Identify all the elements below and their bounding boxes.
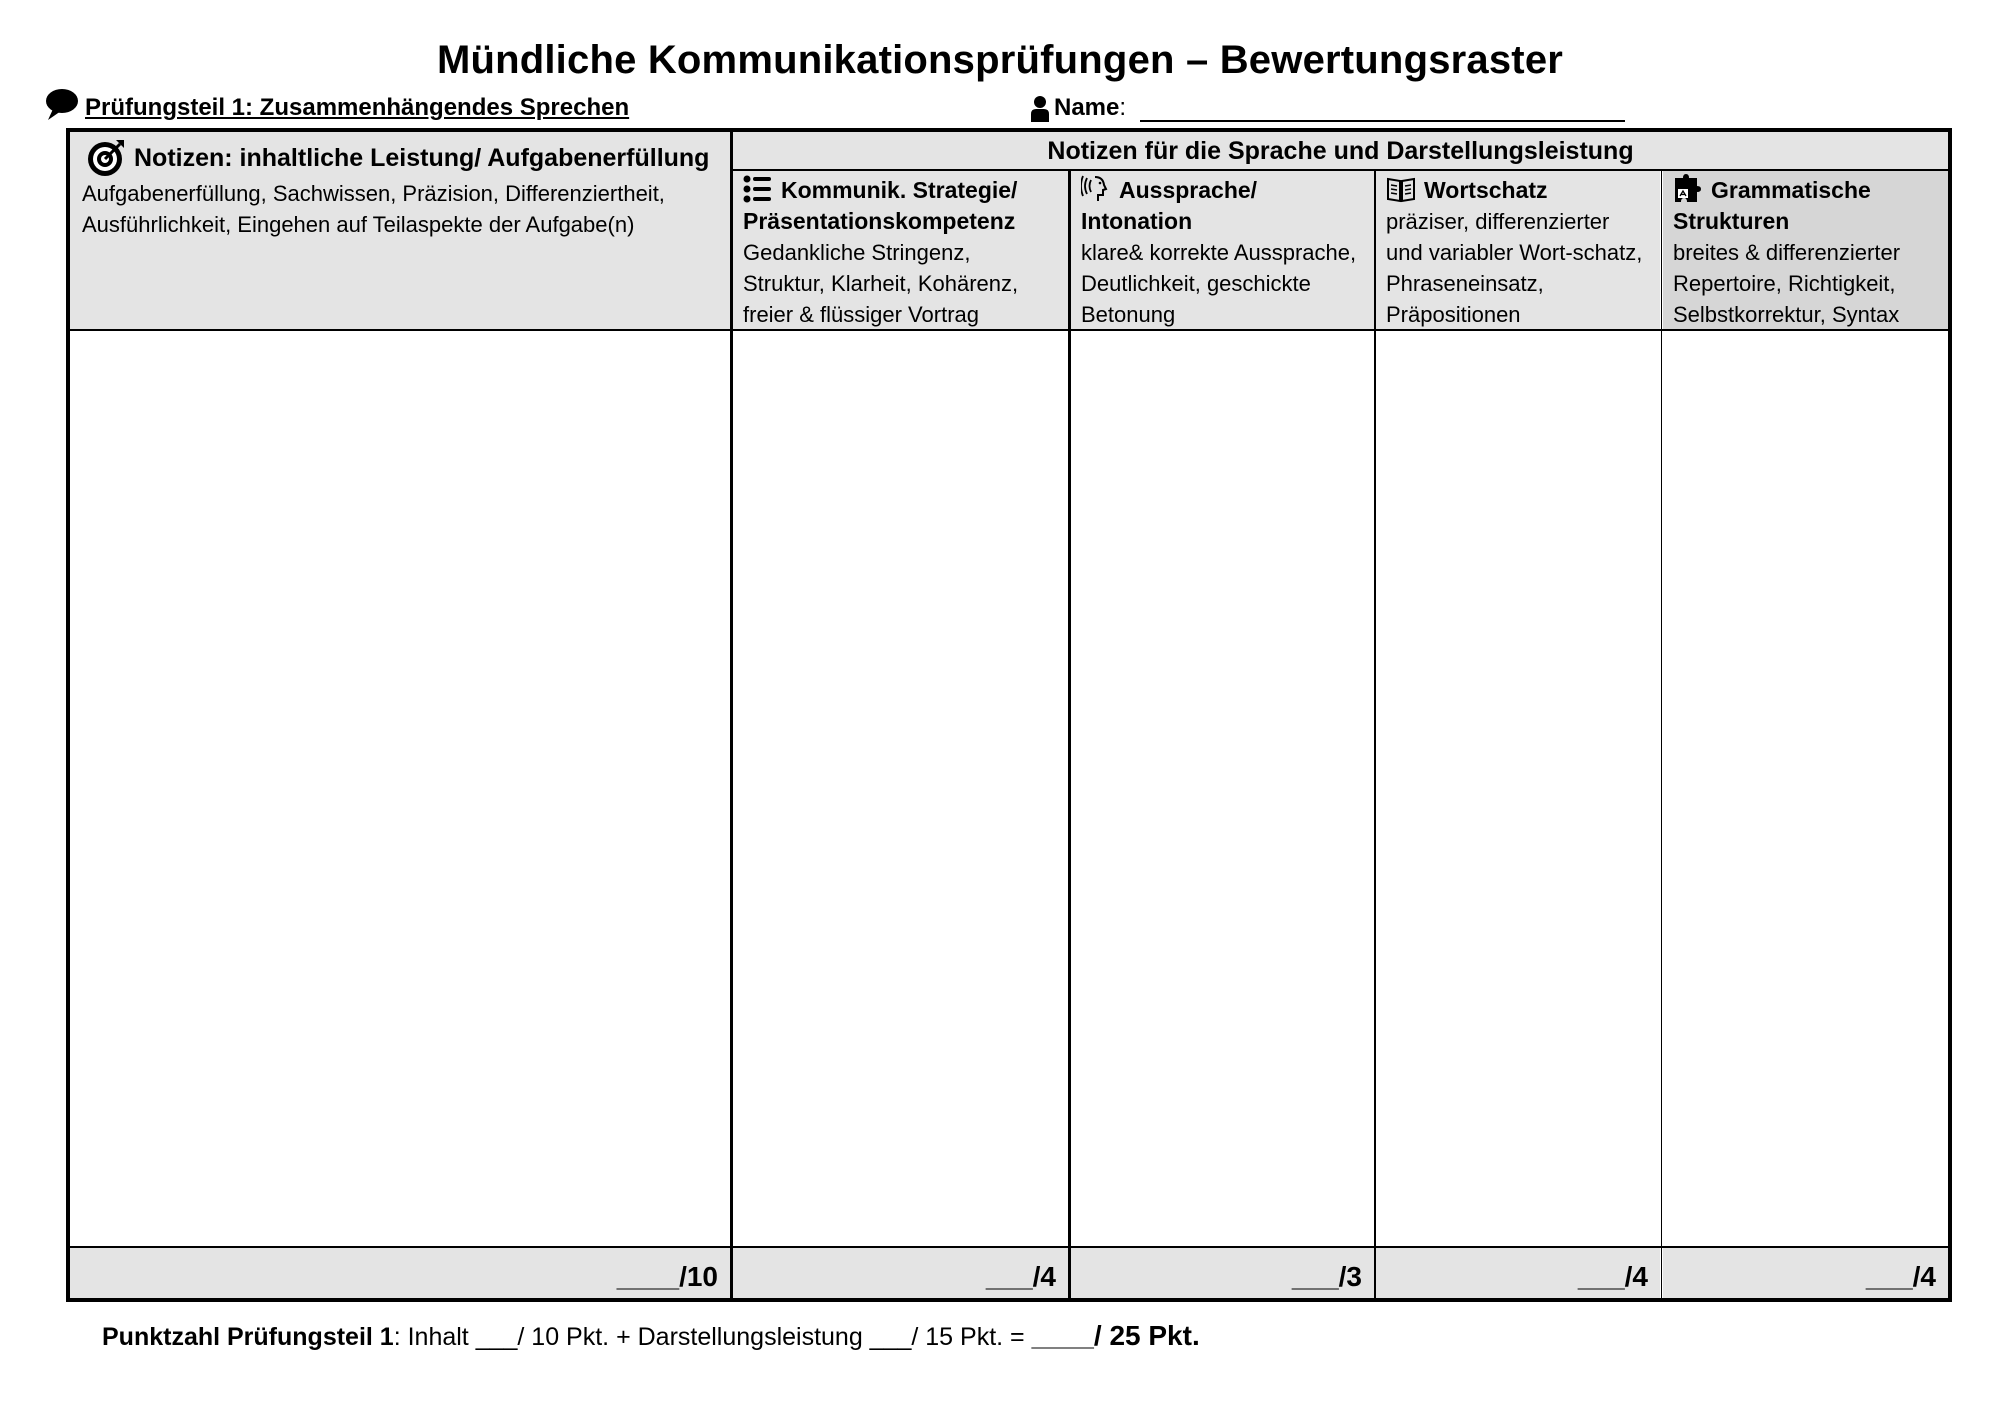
- target-icon: [86, 138, 126, 178]
- pronunciation-score[interactable]: ___/3: [1071, 1247, 1374, 1298]
- criterion-pronunciation-title-2: Intonation: [1081, 208, 1193, 234]
- criterion-strategy-title-2: Präsentationskompetenz: [743, 208, 1016, 234]
- criterion-strategy-description: Gedankliche Stringenz, Struktur, Klarheit, Kohärenz, freier & flüssiger Vortrag: [743, 240, 1019, 327]
- page-title: Mündliche Kommunikationsprüfungen – Bewertungsraster: [436, 38, 1564, 82]
- pronunciation-notes-area[interactable]: [1071, 330, 1374, 1247]
- divider-body-footer: [70, 1246, 1948, 1248]
- name-label: Name: [1054, 94, 1120, 121]
- strategy-score[interactable]: ___/4: [733, 1247, 1068, 1298]
- criterion-grammar-description: breites & differenzierter Repertoire, Richtigkeit, Selbstkorrektur, Syntax: [1673, 240, 1901, 327]
- person-icon: [1030, 96, 1050, 122]
- vocabulary-score[interactable]: ___/4: [1376, 1247, 1660, 1298]
- speaking-head-icon: [1081, 174, 1111, 204]
- book-icon: [1386, 174, 1416, 204]
- criterion-strategy-header: [733, 170, 1068, 330]
- criterion-pronunciation-description: klare& korrekte Aussprache, Deutlichkeit, geschickte Betonung: [1081, 240, 1357, 327]
- content-column-heading: Notizen: inhaltliche Leistung/ Aufgabenerfüllung: [134, 143, 710, 172]
- summary-label: Punktzahl Prüfungsteil 1: [102, 1323, 394, 1351]
- summary-line: [102, 1320, 1200, 1352]
- criterion-grammar-title-1: Grammatische: [1711, 177, 1871, 203]
- name-colon: :: [1119, 94, 1127, 121]
- exam-part-label: Prüfungsteil 1: Zusammenhängendes Sprechen: [85, 94, 630, 121]
- criterion-strategy-title-1: Kommunik. Strategie/: [781, 177, 1018, 203]
- exam-part-heading: [45, 92, 629, 122]
- criterion-grammar-header: [1663, 170, 1948, 330]
- name-field[interactable]: [1030, 92, 1625, 122]
- criterion-grammar-title-2: Strukturen: [1673, 208, 1790, 234]
- criterion-vocabulary-title-1: Wortschatz: [1424, 177, 1548, 203]
- divider-strategy-pronunciation: [1068, 170, 1071, 1298]
- list-icon: [743, 174, 773, 204]
- grammar-score[interactable]: ___/4: [1663, 1247, 1948, 1298]
- language-header: Notizen für die Sprache und Darstellungsleistung: [733, 132, 1948, 170]
- summary-text: : Inhalt ___/ 10 Pkt. + Darstellungsleistung ___/ 15 Pkt. =: [393, 1323, 1032, 1351]
- name-input-line[interactable]: [1140, 98, 1625, 122]
- content-column-description: Aufgabenerfüllung, Sachwissen, Präzision, Differenziertheit, Ausführlichkeit, Eingehen auf Teilaspekte der Aufgabe(n): [82, 181, 665, 237]
- assessment-grid: [66, 128, 1952, 1302]
- criterion-vocabulary-description: präziser, differenzierter und variabler Wort-schatz, Phraseneinsatz, Präpositionen: [1386, 209, 1643, 327]
- divider-language-subheader: [733, 169, 1948, 171]
- speech-bubble-icon: [45, 88, 81, 122]
- content-score[interactable]: ____/10: [70, 1247, 730, 1298]
- content-notes-area[interactable]: [70, 330, 730, 1247]
- divider-header-body: [70, 329, 1948, 331]
- criterion-vocabulary-header: [1376, 170, 1660, 330]
- criterion-pronunciation-header: [1071, 170, 1374, 330]
- criterion-pronunciation-title-1: Aussprache/: [1119, 177, 1258, 203]
- puzzle-icon: [1673, 174, 1703, 204]
- summary-total[interactable]: ____/ 25 Pkt.: [1031, 1320, 1200, 1351]
- vocabulary-notes-area[interactable]: [1376, 330, 1660, 1247]
- divider-pronunciation-vocabulary: [1374, 170, 1376, 1298]
- grammar-notes-area[interactable]: [1663, 330, 1948, 1247]
- divider-vocabulary-grammar: [1661, 170, 1663, 1298]
- divider-content-language: [730, 132, 733, 1298]
- content-column-header: [70, 132, 730, 330]
- strategy-notes-area[interactable]: [733, 330, 1068, 1247]
